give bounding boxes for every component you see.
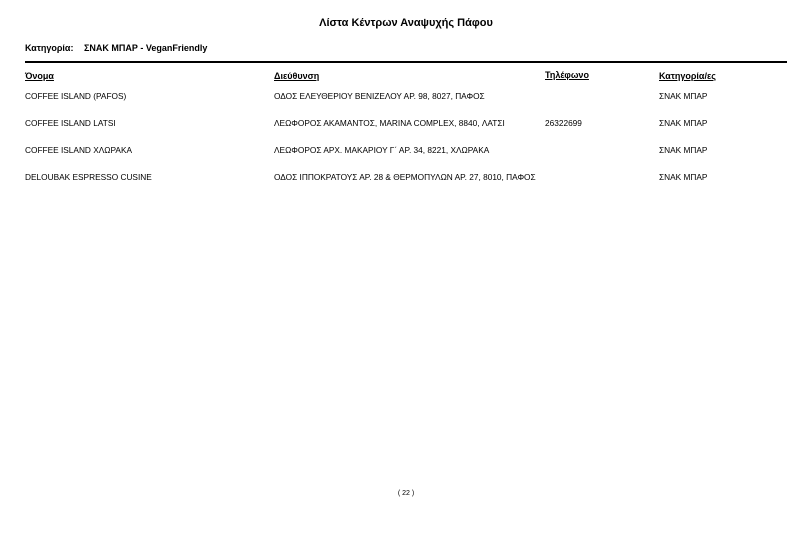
cell-phone: 26322699	[545, 118, 582, 128]
column-header-phone: Τηλέφωνο	[545, 70, 589, 80]
cell-address: ΟΔΟΣ ΙΠΠΟΚΡΑΤΟΥΣ ΑΡ. 28 & ΘΕΡΜΟΠΥΛΩΝ ΑΡ. 27, 8010, ΠΑΦΟΣ	[274, 172, 536, 182]
cell-address: ΛΕΩΦΟΡΟΣ ΑΡΧ. ΜΑΚΑΡΙΟΥ Γ΄ ΑΡ. 34, 8221, ΧΛΩΡΑΚΑ	[274, 145, 490, 155]
cell-address: ΛΕΩΦΟΡΟΣ ΑΚΑΜΑΝΤΟΣ, MARINA COMPLEX, 8840, ΛΑΤΣΙ	[274, 118, 505, 128]
category-filter	[25, 43, 207, 53]
page-title: Λίστα Κέντρων Αναψυχής Πάφου	[319, 17, 493, 29]
cell-category: ΣΝΑΚ ΜΠΑΡ	[659, 172, 708, 182]
page-number: ( 22 )	[397, 490, 415, 497]
column-header-address: Διεύθυνση	[274, 71, 320, 81]
cell-name: COFFEE ISLAND ΧΛΩΡΑΚΑ	[25, 145, 133, 155]
column-header-category: Κατηγορία/ες	[659, 71, 716, 81]
cell-name: COFFEE ISLAND (PAFOS)	[25, 91, 127, 101]
cell-name: DELOUBAK ESPRESSO CUSINE	[25, 172, 152, 182]
header-divider	[25, 61, 787, 63]
cell-category: ΣΝΑΚ ΜΠΑΡ	[659, 118, 708, 128]
category-label: Κατηγορία:	[25, 43, 74, 53]
category-value: ΣΝΑΚ ΜΠΑΡ - VeganFriendly	[83, 43, 208, 53]
cell-category: ΣΝΑΚ ΜΠΑΡ	[659, 91, 708, 101]
cell-category: ΣΝΑΚ ΜΠΑΡ	[659, 145, 708, 155]
cell-address: ΟΔΟΣ ΕΛΕΥΘΕΡΙΟΥ ΒΕΝΙΖΕΛΟΥ ΑΡ. 98, 8027, ΠΑΦΟΣ	[274, 91, 485, 101]
column-header-name: Όνομα	[25, 71, 54, 81]
cell-name: COFFEE ISLAND LATSI	[25, 118, 116, 128]
